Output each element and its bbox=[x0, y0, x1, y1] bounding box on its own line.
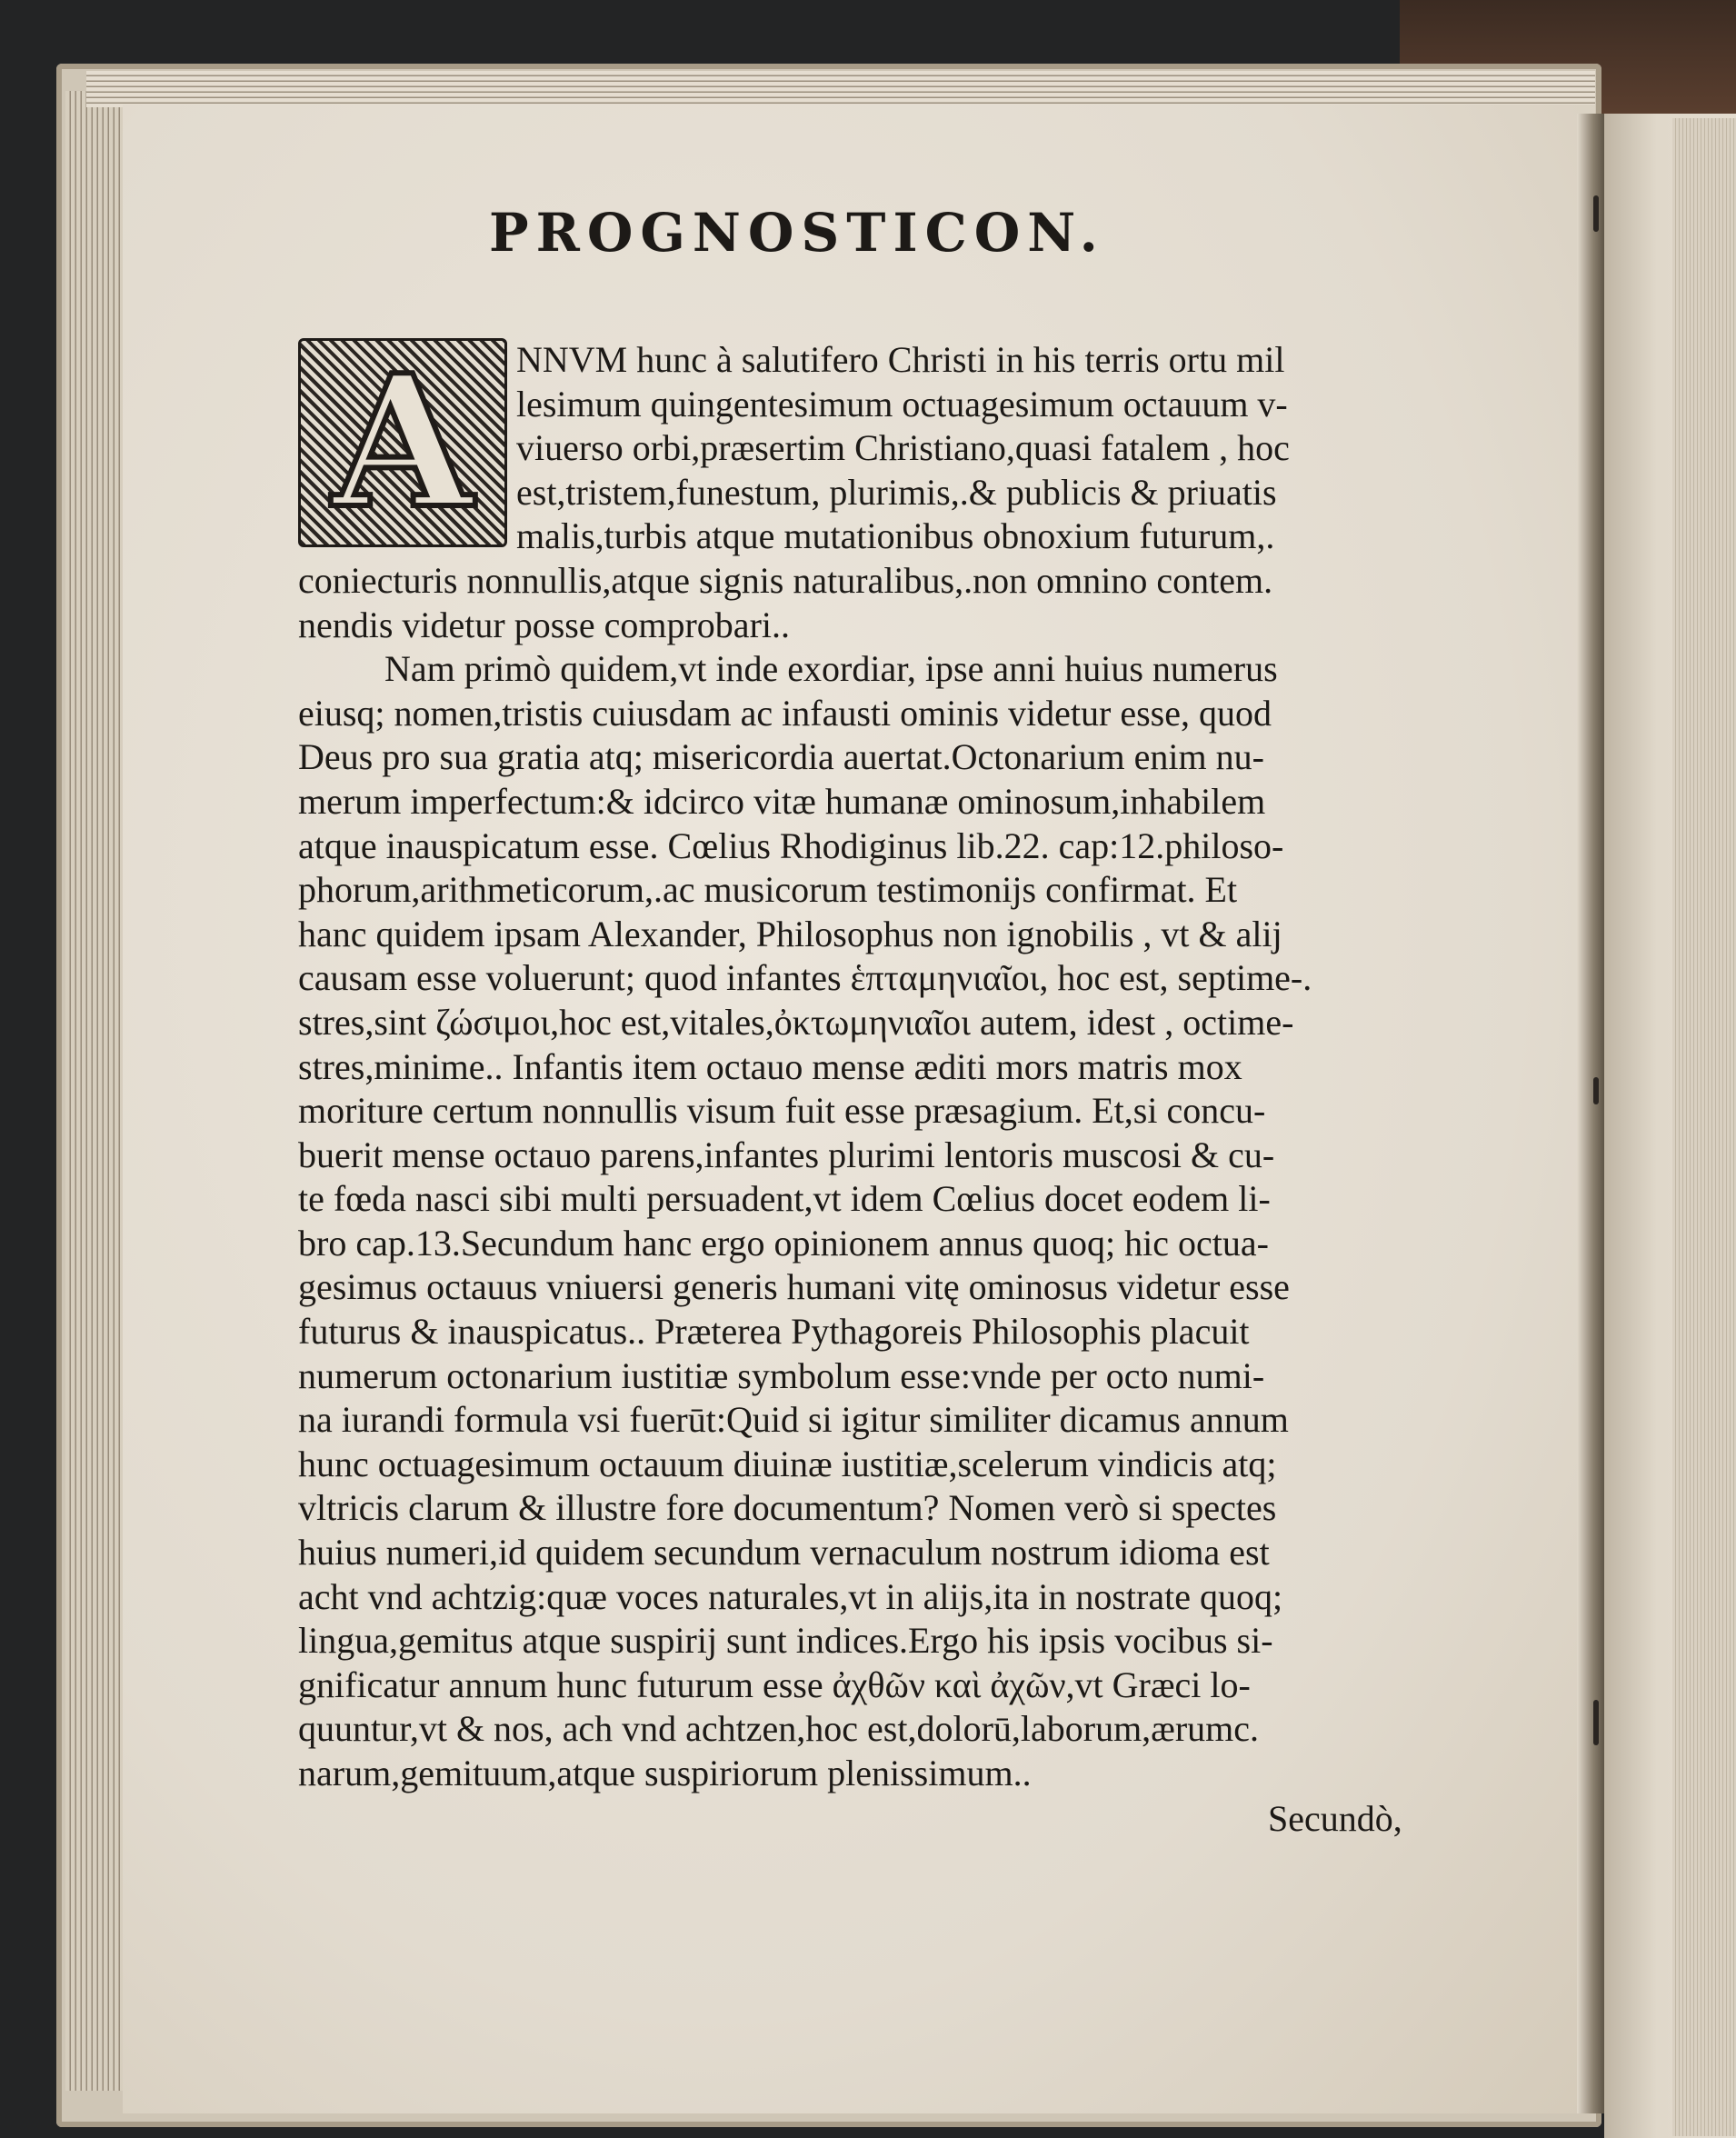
text-line: gnificatur annum hunc futurum esse ἀχθῶν καὶ ἀχῶν,vt Græci lo- bbox=[298, 1663, 1251, 1705]
text-line: atque inauspicatum esse. Cœlius Rhodiginus lib.22. cap:12.philoso- bbox=[298, 824, 1284, 866]
page-mark bbox=[1593, 195, 1599, 232]
text-line: stres,sint ζώσιμοι,hoc est,vitales,ὀκτωμηνιαῖοι autem, idest , octime- bbox=[298, 1001, 1294, 1043]
text-line: hunc octuagesimum octauum diuinæ iustitiæ,scelerum vindicis atq; bbox=[298, 1443, 1277, 1484]
text-line: viuerso orbi,præsertim Christiano,quasi fatalem , hoc bbox=[516, 427, 1290, 469]
text-line: gesimus octauus vniuersi generis humani vitę ominosus videtur esse bbox=[298, 1266, 1290, 1308]
text-line: quuntur,vt & nos, ach vnd achtzen,hoc est,dolorū,laborum,ærumc. bbox=[298, 1708, 1260, 1750]
text-line: lingua,gemitus atque suspirij sunt indices.Ergo his ipsis vocibus si- bbox=[298, 1620, 1273, 1662]
catchword: Secundò, bbox=[1268, 1798, 1402, 1839]
text-line: eiusq; nomen,tristis cuiusdam ac infausti ominis videtur esse, quod bbox=[298, 692, 1272, 734]
text-line: Deus pro sua gratia atq; misericordia auertat.Octonarium enim nu- bbox=[298, 736, 1264, 778]
left-page-stack bbox=[65, 91, 129, 2091]
text-line: causam esse voluerunt; quod infantes ἑπταμηνιαῖοι, hoc est, septime-. bbox=[298, 957, 1312, 999]
text-line: est,tristem,funestum, plurimis,.& publicis & priuatis bbox=[516, 471, 1277, 513]
text-line: Nam primò quidem,vt inde exordiar, ipse anni huius numerus bbox=[384, 648, 1278, 690]
text-line: acht vnd achtzig:quæ voces naturales,vt in alijs,ita in nostrate quoq; bbox=[298, 1575, 1283, 1617]
text-line: na iurandi formula vsi fuerūt:Quid si igitur similiter dicamus annum bbox=[298, 1399, 1289, 1441]
text-line: malis,turbis atque mutationibus obnoxium futurum,. bbox=[516, 515, 1275, 557]
text-line: nendis videtur posse comprobari.. bbox=[298, 604, 790, 645]
page-mark bbox=[1593, 1700, 1599, 1745]
text-line: hanc quidem ipsam Alexander, Philosophus non ignobilis , vt & alij bbox=[298, 913, 1282, 954]
text-line: buerit mense octauo parens,infantes plurimi lentoris muscosi & cu- bbox=[298, 1134, 1275, 1175]
text-line: futurus & inauspicatus.. Præterea Pythagoreis Philosophis placuit bbox=[298, 1311, 1250, 1353]
initial-letter: A bbox=[332, 335, 474, 549]
body-text bbox=[298, 335, 1430, 1796]
text-line: stres,minime.. Infantis item octauo mense æditi mors matris mox bbox=[298, 1045, 1242, 1087]
book-gutter bbox=[1577, 114, 1604, 2113]
right-page-stack bbox=[1672, 118, 1736, 2136]
text-line: lesimum quingentesimum octuagesimum octauum v- bbox=[516, 383, 1288, 425]
text-line: NNVM hunc à salutifero Christi in his terris ortu mil bbox=[516, 339, 1285, 380]
page-title: PROGNOSTICON. bbox=[489, 202, 1105, 264]
text-line: coniecturis nonnullis,atque signis naturalibus,.non omnino contem. bbox=[298, 559, 1273, 601]
text-line: bro cap.13.Secundum hanc ergo opinionem annus quoq; hic octua- bbox=[298, 1222, 1269, 1264]
decorated-initial-a bbox=[298, 335, 507, 549]
text-line: vltricis clarum & illustre fore documentum? Nomen verò si spectes bbox=[298, 1487, 1277, 1529]
text-line: te fœda nasci sibi multi persuadent,vt idem Cœlius docet eodem li- bbox=[298, 1178, 1271, 1220]
text-line: narum,gemituum,atque suspiriorum plenissimum.. bbox=[298, 1753, 1032, 1793]
page-mark bbox=[1593, 1077, 1599, 1104]
text-line: phorum,arithmeticorum,.ac musicorum testimonijs confirmat. Et bbox=[298, 869, 1238, 911]
text-line: huius numeri,id quidem secundum vernaculum nostrum idioma est bbox=[298, 1532, 1270, 1574]
top-page-stack bbox=[86, 71, 1595, 107]
text-line: merum imperfectum:& idcirco vitæ humanæ ominosum,inhabilem bbox=[298, 780, 1266, 822]
text-line: numerum octonarium iustitiæ symbolum esse:vnde per octo numi- bbox=[298, 1354, 1265, 1396]
text-line: moriture certum nonnullis visum fuit esse præsagium. Et,si concu- bbox=[298, 1090, 1266, 1132]
